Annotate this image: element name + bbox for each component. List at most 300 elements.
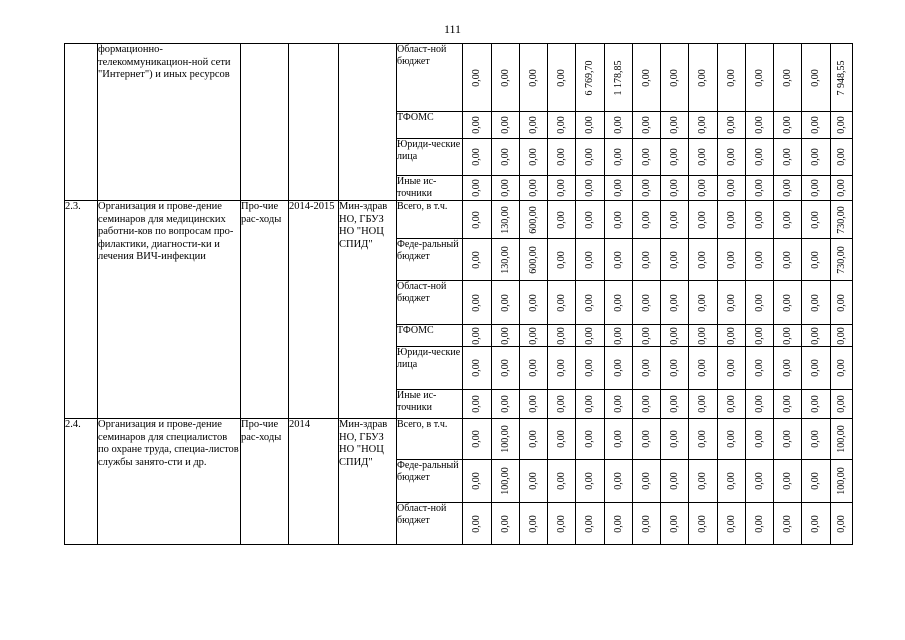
amount-cell xyxy=(548,112,576,139)
amount-cell xyxy=(463,460,492,503)
amount-value: 0,00 xyxy=(584,326,595,345)
amount-cell xyxy=(463,419,492,460)
amount-cell xyxy=(520,419,548,460)
amount-cell xyxy=(774,503,802,545)
period: 2014 xyxy=(289,419,339,545)
amount-cell xyxy=(520,201,548,239)
amount-value: 0,00 xyxy=(753,250,765,269)
amount-value: 0,00 xyxy=(725,395,737,413)
amount-value: 0,00 xyxy=(697,148,708,166)
amount-cell xyxy=(746,139,774,176)
amount-value: 0,00 xyxy=(835,326,847,345)
amount-value: 0,00 xyxy=(668,326,680,345)
amount-cell xyxy=(774,201,802,239)
amount-cell xyxy=(492,112,520,139)
amount-value: 7 948,55 xyxy=(835,60,847,95)
amount-value: 0,00 xyxy=(697,326,708,345)
amount-cell xyxy=(802,112,831,139)
amount-value: 0,00 xyxy=(753,179,765,197)
amount-value: 0,00 xyxy=(471,293,482,312)
amount-value: 0,00 xyxy=(810,148,821,166)
amount-cell xyxy=(661,347,689,390)
amount-value: 0,00 xyxy=(471,430,482,448)
amount-value: 730,00 xyxy=(835,245,847,274)
amount-value: 0,00 xyxy=(612,116,624,134)
amount-cell xyxy=(661,503,689,545)
amount-cell xyxy=(718,347,746,390)
executor: Мин-здрав НО, ГБУЗ НО "НОЦ СПИД" xyxy=(339,419,397,545)
amount-value: 0,00 xyxy=(612,514,624,533)
amount-cell xyxy=(746,390,774,419)
amount-value: 0,00 xyxy=(471,395,482,413)
amount-cell xyxy=(633,139,661,176)
amount-value: 0,00 xyxy=(555,359,567,377)
amount-cell xyxy=(605,503,633,545)
amount-cell xyxy=(548,281,576,325)
amount-value: 0,00 xyxy=(697,68,708,87)
item-name: Организация и прове-дение семинаров для специалистов по охране труда, специа-листов службы занято-сти и др. xyxy=(98,419,241,545)
amount-value: 0,00 xyxy=(499,148,511,166)
amount-cell xyxy=(718,44,746,112)
amount-value: 730,00 xyxy=(835,205,847,234)
amount-value: 0,00 xyxy=(499,116,511,134)
amount-value: 0,00 xyxy=(499,179,511,197)
amount-cell xyxy=(718,176,746,201)
amount-value: 0,00 xyxy=(499,326,511,345)
amount-value: 0,00 xyxy=(753,395,765,413)
amount-cell xyxy=(774,239,802,281)
amount-value: 0,00 xyxy=(555,68,567,87)
amount-cell xyxy=(605,139,633,176)
amount-cell xyxy=(718,419,746,460)
amount-cell xyxy=(802,201,831,239)
amount-value: 0,00 xyxy=(612,210,624,229)
amount-value: 0,00 xyxy=(471,472,482,490)
amount-value: 0,00 xyxy=(471,514,482,533)
amount-value: 0,00 xyxy=(668,148,680,166)
funding-source: Юриди-ческие лица xyxy=(397,347,463,390)
period xyxy=(289,44,339,201)
amount-value: 0,00 xyxy=(640,395,652,413)
amount-value: 0,00 xyxy=(781,472,793,490)
expense-type: Про-чие рас-ходы xyxy=(241,201,289,419)
amount-cell xyxy=(492,503,520,545)
amount-cell xyxy=(802,325,831,347)
funding-source: Област-ной бюджет xyxy=(397,281,463,325)
amount-cell xyxy=(689,390,718,419)
amount-value: 0,00 xyxy=(781,514,793,533)
amount-value: 0,00 xyxy=(810,472,821,490)
amount-cell xyxy=(746,239,774,281)
amount-value: 0,00 xyxy=(584,148,595,166)
amount-cell xyxy=(520,44,548,112)
item-number xyxy=(65,44,98,201)
amount-value: 0,00 xyxy=(499,359,511,377)
amount-cell xyxy=(520,390,548,419)
amount-value: 0,00 xyxy=(527,326,539,345)
amount-cell xyxy=(689,419,718,460)
amount-value: 0,00 xyxy=(555,148,567,166)
amount-cell xyxy=(463,239,492,281)
amount-cell xyxy=(746,419,774,460)
amount-value: 0,00 xyxy=(640,210,652,229)
funding-source: Област-ной бюджет xyxy=(397,503,463,545)
budget-table-body xyxy=(65,44,853,545)
amount-value: 0,00 xyxy=(584,514,595,533)
amount-value: 6 769,70 xyxy=(584,60,595,95)
amount-value: 0,00 xyxy=(527,430,539,448)
amount-cell xyxy=(802,347,831,390)
amount-cell xyxy=(774,325,802,347)
amount-value: 0,00 xyxy=(835,293,847,312)
amount-cell xyxy=(831,347,853,390)
expense-type xyxy=(241,44,289,201)
executor: Мин-здрав НО, ГБУЗ НО "НОЦ СПИД" xyxy=(339,201,397,419)
amount-value: 0,00 xyxy=(725,210,737,229)
amount-cell xyxy=(605,44,633,112)
amount-value: 0,00 xyxy=(612,359,624,377)
amount-value: 0,00 xyxy=(584,179,595,197)
amount-cell xyxy=(576,139,605,176)
amount-cell xyxy=(576,503,605,545)
amount-cell xyxy=(718,325,746,347)
amount-value: 0,00 xyxy=(725,514,737,533)
amount-cell xyxy=(463,176,492,201)
amount-cell xyxy=(492,44,520,112)
amount-value: 0,00 xyxy=(471,359,482,377)
amount-value: 0,00 xyxy=(640,430,652,448)
amount-value: 0,00 xyxy=(555,395,567,413)
amount-cell xyxy=(802,176,831,201)
amount-cell xyxy=(831,112,853,139)
amount-cell xyxy=(548,419,576,460)
funding-source: Област-ной бюджет xyxy=(397,44,463,112)
amount-value: 0,00 xyxy=(527,68,539,87)
amount-cell xyxy=(576,201,605,239)
amount-value: 0,00 xyxy=(471,210,482,229)
amount-cell xyxy=(520,112,548,139)
amount-cell xyxy=(661,201,689,239)
amount-value: 0,00 xyxy=(499,395,511,413)
amount-value: 0,00 xyxy=(471,250,482,269)
period: 2014-2015 xyxy=(289,201,339,419)
amount-value: 0,00 xyxy=(725,116,737,134)
amount-cell xyxy=(492,239,520,281)
amount-value: 0,00 xyxy=(640,293,652,312)
amount-value: 0,00 xyxy=(725,293,737,312)
amount-cell xyxy=(548,239,576,281)
amount-cell xyxy=(633,325,661,347)
amount-value: 100,00 xyxy=(835,425,847,453)
amount-cell xyxy=(548,201,576,239)
amount-value: 0,00 xyxy=(725,250,737,269)
amount-value: 0,00 xyxy=(612,148,624,166)
amount-value: 0,00 xyxy=(640,179,652,197)
amount-value: 0,00 xyxy=(527,514,539,533)
amount-cell xyxy=(661,281,689,325)
funding-source: Феде-ральный бюджет xyxy=(397,460,463,503)
amount-cell xyxy=(633,460,661,503)
amount-value: 0,00 xyxy=(753,472,765,490)
amount-value: 0,00 xyxy=(584,359,595,377)
amount-value: 0,00 xyxy=(697,430,708,448)
amount-value: 0,00 xyxy=(810,514,821,533)
amount-cell xyxy=(605,201,633,239)
amount-cell xyxy=(520,281,548,325)
amount-value: 0,00 xyxy=(612,395,624,413)
funding-source: ТФОМС xyxy=(397,325,463,347)
amount-value: 0,00 xyxy=(810,210,821,229)
table-row xyxy=(65,201,853,239)
amount-value: 0,00 xyxy=(527,179,539,197)
amount-cell xyxy=(718,201,746,239)
amount-cell xyxy=(746,325,774,347)
amount-value: 0,00 xyxy=(725,148,737,166)
amount-value: 0,00 xyxy=(499,68,511,87)
amount-value: 0,00 xyxy=(810,250,821,269)
amount-cell xyxy=(548,460,576,503)
amount-value: 1 178,85 xyxy=(612,60,624,95)
amount-value: 0,00 xyxy=(640,148,652,166)
amount-value: 0,00 xyxy=(697,472,708,490)
amount-cell xyxy=(661,176,689,201)
amount-cell xyxy=(492,460,520,503)
amount-value: 0,00 xyxy=(668,293,680,312)
amount-value: 0,00 xyxy=(555,116,567,134)
amount-cell xyxy=(831,201,853,239)
funding-source: Феде-ральный бюджет xyxy=(397,239,463,281)
funding-source: Всего, в т.ч. xyxy=(397,201,463,239)
amount-value: 0,00 xyxy=(499,293,511,312)
amount-value: 0,00 xyxy=(668,472,680,490)
amount-value: 0,00 xyxy=(697,210,708,229)
amount-cell xyxy=(492,201,520,239)
amount-cell xyxy=(802,419,831,460)
amount-cell xyxy=(633,347,661,390)
amount-value: 0,00 xyxy=(584,293,595,312)
amount-cell xyxy=(774,44,802,112)
amount-cell xyxy=(802,239,831,281)
amount-cell xyxy=(633,281,661,325)
amount-value: 0,00 xyxy=(753,148,765,166)
amount-value: 0,00 xyxy=(471,148,482,166)
amount-cell xyxy=(463,325,492,347)
amount-value: 0,00 xyxy=(640,326,652,345)
amount-cell xyxy=(520,347,548,390)
amount-cell xyxy=(774,347,802,390)
amount-cell xyxy=(548,390,576,419)
amount-cell xyxy=(661,139,689,176)
funding-source: Иные ис-точники xyxy=(397,390,463,419)
amount-value: 130,00 xyxy=(499,205,511,234)
item-name: формационно-телекоммуникацион-ной сети "Интернет") и иных ресурсов xyxy=(98,44,241,201)
amount-cell xyxy=(520,325,548,347)
amount-cell xyxy=(746,176,774,201)
amount-value: 0,00 xyxy=(612,293,624,312)
amount-value: 100,00 xyxy=(499,467,511,495)
amount-cell xyxy=(718,112,746,139)
amount-value: 0,00 xyxy=(612,179,624,197)
amount-cell xyxy=(463,390,492,419)
amount-value: 0,00 xyxy=(555,326,567,345)
amount-value: 0,00 xyxy=(725,472,737,490)
amount-value: 0,00 xyxy=(725,430,737,448)
amount-cell xyxy=(718,390,746,419)
amount-cell xyxy=(605,325,633,347)
amount-value: 0,00 xyxy=(471,116,482,134)
amount-cell xyxy=(492,347,520,390)
amount-value: 0,00 xyxy=(753,359,765,377)
amount-value: 0,00 xyxy=(555,514,567,533)
expense-type: Про-чие рас-ходы xyxy=(241,419,289,545)
amount-cell xyxy=(831,460,853,503)
amount-value: 0,00 xyxy=(527,116,539,134)
amount-cell xyxy=(520,503,548,545)
amount-cell xyxy=(605,460,633,503)
amount-cell xyxy=(463,44,492,112)
amount-cell xyxy=(548,325,576,347)
amount-value: 0,00 xyxy=(640,116,652,134)
amount-cell xyxy=(831,139,853,176)
amount-cell xyxy=(802,503,831,545)
amount-value: 0,00 xyxy=(584,116,595,134)
budget-table xyxy=(64,43,853,545)
amount-cell xyxy=(774,281,802,325)
amount-value: 0,00 xyxy=(835,359,847,377)
item-number: 2.3. xyxy=(65,201,98,419)
amount-cell xyxy=(492,325,520,347)
amount-cell xyxy=(463,503,492,545)
amount-value: 0,00 xyxy=(781,179,793,197)
amount-cell xyxy=(633,176,661,201)
amount-value: 0,00 xyxy=(810,359,821,377)
amount-value: 0,00 xyxy=(612,326,624,345)
amount-value: 0,00 xyxy=(725,179,737,197)
amount-value: 0,00 xyxy=(668,430,680,448)
amount-value: 0,00 xyxy=(612,430,624,448)
amount-cell xyxy=(520,176,548,201)
amount-cell xyxy=(689,325,718,347)
amount-cell xyxy=(689,176,718,201)
amount-cell xyxy=(492,139,520,176)
amount-value: 0,00 xyxy=(668,210,680,229)
amount-value: 0,00 xyxy=(810,179,821,197)
amount-cell xyxy=(689,503,718,545)
amount-cell xyxy=(661,419,689,460)
funding-source: ТФОМС xyxy=(397,112,463,139)
amount-cell xyxy=(661,44,689,112)
amount-cell xyxy=(548,347,576,390)
amount-value: 0,00 xyxy=(753,116,765,134)
amount-cell xyxy=(746,460,774,503)
amount-cell xyxy=(689,460,718,503)
amount-value: 0,00 xyxy=(781,116,793,134)
amount-cell xyxy=(774,176,802,201)
amount-value: 0,00 xyxy=(471,68,482,87)
amount-value: 0,00 xyxy=(835,514,847,533)
amount-cell xyxy=(718,503,746,545)
amount-value: 0,00 xyxy=(555,472,567,490)
amount-value: 0,00 xyxy=(781,250,793,269)
amount-cell xyxy=(802,281,831,325)
amount-cell xyxy=(576,112,605,139)
amount-cell xyxy=(661,460,689,503)
amount-cell xyxy=(774,419,802,460)
amount-value: 0,00 xyxy=(725,68,737,87)
amount-cell xyxy=(576,347,605,390)
amount-value: 0,00 xyxy=(640,359,652,377)
amount-value: 0,00 xyxy=(668,250,680,269)
amount-cell xyxy=(831,176,853,201)
amount-cell xyxy=(633,419,661,460)
amount-value: 0,00 xyxy=(697,514,708,533)
amount-value: 0,00 xyxy=(810,293,821,312)
amount-value: 0,00 xyxy=(781,395,793,413)
amount-value: 0,00 xyxy=(753,326,765,345)
amount-value: 0,00 xyxy=(584,250,595,269)
amount-value: 0,00 xyxy=(835,148,847,166)
amount-cell xyxy=(463,139,492,176)
amount-value: 0,00 xyxy=(668,395,680,413)
amount-cell xyxy=(463,347,492,390)
amount-cell xyxy=(492,419,520,460)
amount-value: 0,00 xyxy=(753,210,765,229)
amount-value: 0,00 xyxy=(835,395,847,413)
amount-value: 0,00 xyxy=(668,514,680,533)
amount-value: 0,00 xyxy=(584,472,595,490)
amount-value: 0,00 xyxy=(810,68,821,87)
table-row xyxy=(65,419,853,460)
amount-value: 0,00 xyxy=(781,293,793,312)
funding-source: Юриди-ческие лица xyxy=(397,139,463,176)
amount-value: 0,00 xyxy=(668,68,680,87)
amount-cell xyxy=(463,112,492,139)
funding-source: Иные ис-точники xyxy=(397,176,463,201)
amount-value: 0,00 xyxy=(753,293,765,312)
amount-value: 0,00 xyxy=(555,250,567,269)
amount-value: 0,00 xyxy=(810,326,821,345)
amount-cell xyxy=(576,460,605,503)
amount-cell xyxy=(548,139,576,176)
amount-value: 0,00 xyxy=(781,359,793,377)
amount-cell xyxy=(661,390,689,419)
amount-value: 0,00 xyxy=(668,179,680,197)
amount-cell xyxy=(576,419,605,460)
amount-cell xyxy=(661,325,689,347)
amount-cell xyxy=(774,460,802,503)
amount-value: 0,00 xyxy=(810,430,821,448)
amount-cell xyxy=(633,201,661,239)
amount-value: 0,00 xyxy=(725,359,737,377)
amount-value: 0,00 xyxy=(612,472,624,490)
amount-value: 0,00 xyxy=(499,514,511,533)
item-name: Организация и прове-дение семинаров для медицинских работни-ков по вопросам про-филактики, диагности-ки и лечения ВИЧ-инфекции xyxy=(98,201,241,419)
amount-value: 0,00 xyxy=(555,293,567,312)
amount-cell xyxy=(689,239,718,281)
amount-cell xyxy=(774,390,802,419)
amount-cell xyxy=(492,281,520,325)
amount-cell xyxy=(633,503,661,545)
amount-value: 130,00 xyxy=(499,245,511,274)
amount-cell xyxy=(774,139,802,176)
amount-value: 0,00 xyxy=(555,179,567,197)
amount-cell xyxy=(689,201,718,239)
amount-value: 0,00 xyxy=(697,250,708,269)
amount-cell xyxy=(463,201,492,239)
amount-value: 600,00 xyxy=(527,245,539,274)
amount-value: 0,00 xyxy=(527,148,539,166)
amount-value: 0,00 xyxy=(835,116,847,134)
